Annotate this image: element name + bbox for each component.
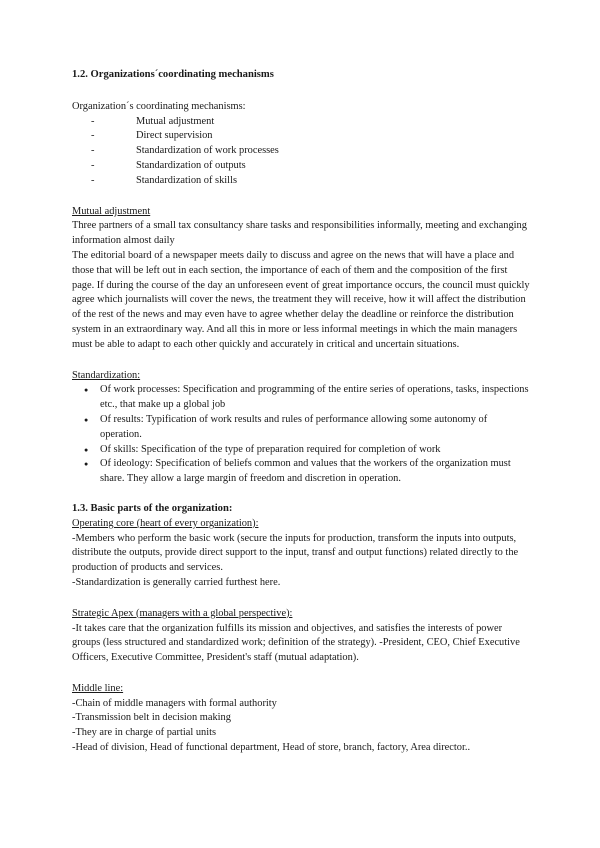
mutual-paragraph-2: The editorial board of a newspaper meets daily to discuss and agree on the news that will have a place and those that will be left out in each section, the importance of each of them and the composition of the first page. If during the course of the day an unforeseen event of great importance occurs, the council must quickly agree which journalists will cover the news, the treatment they will receive, how it will affect the distribution of the rest of the news and may even have to agree whether delay the deadline or reinforce the distribution system in an extraordinary way. And all this in more or less informal meetings in which the main managers must be able to adapt to each other quickly and accurately in critical and uncertain situations. [72,249,530,350]
strategic-apex-heading: Strategic Apex (managers with a global perspective): [72,607,293,619]
mechanisms-intro: Organization´s coordinating mechanisms: [72,100,246,112]
list-item: - Standardization of outputs [72,159,530,174]
standardization-heading: Standardization: [72,369,141,381]
operating-core-heading: Operating core (heart of every organization): [72,517,259,529]
section-title-1-3: 1.3. Basic parts of the organization: [72,502,233,514]
mutual-paragraph-1: Three partners of a small tax consultancy share tasks and responsibilities informally, meeting and exchanging information almost daily [72,220,527,247]
list-item: - Standardization of skills [72,174,530,189]
middle-line-item: -They are in charge of partial units [72,727,217,739]
list-item: ● Of work processes: Specification and programming of the entire series of operations, tasks, inspections etc., that make up a global job [72,383,530,413]
middle-line-item: -Head of division, Head of functional department, Head of store, branch, factory, Area director.. [72,742,471,754]
page-content [72,68,530,756]
standardization-list [72,383,530,487]
strategic-apex-paragraph: -It takes care that the organization fulfills its mission and objectives, and satisfies the interests of power groups (less structured and standardized work; definition of the strategy). -President, CEO, Chief Executive Officers, Executive Committee, President's staff (mutual adaptation). [72,622,520,664]
list-item: ● Of results: Typification of work results and rules of performance allowing some autonomy of operation. [72,413,530,443]
list-item: ● Of ideology: Specification of beliefs common and values that the workers of the organization must share. They allow a large margin of freedom and discretion in operation. [72,457,530,487]
middle-line-item: -Transmission belt in decision making [72,712,231,724]
mechanisms-list [72,115,530,189]
list-item: - Mutual adjustment [72,115,530,130]
operating-core-paragraph: -Members who perform the basic work (secure the inputs for production, transform the inputs into outputs, distribute the outputs, provide direct support to the input, transf and output functions) related directly to the production of products and services. [72,532,519,574]
list-item: - Standardization of work processes [72,144,530,159]
middle-line-item: -Chain of middle managers with formal authority [72,697,277,709]
operating-core-note: -Standardization is generally carried furthest here. [72,576,281,588]
middle-line-heading: Middle line: [72,682,124,694]
list-item: - Direct supervision [72,129,530,144]
mutual-adjustment-heading: Mutual adjustment [72,205,151,217]
list-item: ● Of skills: Specification of the type of preparation required for completion of work [72,443,530,458]
section-title-1-2: 1.2. Organizations´coordinating mechanisms [72,69,274,80]
